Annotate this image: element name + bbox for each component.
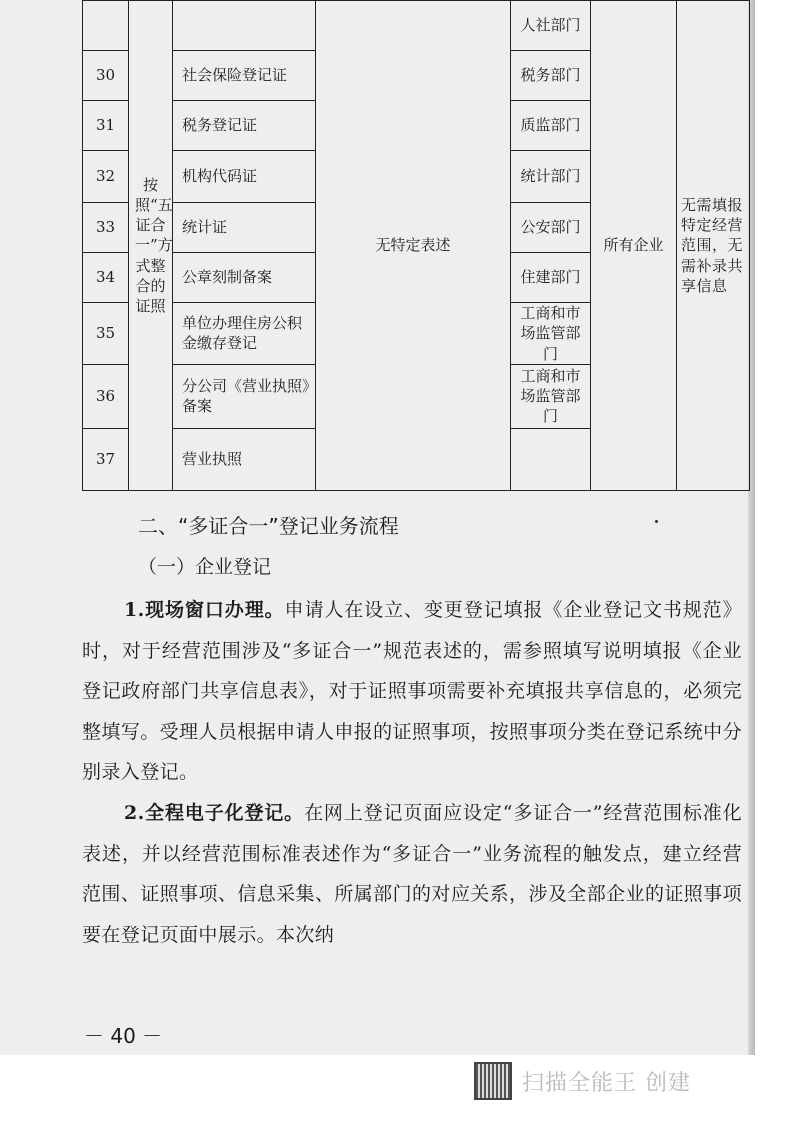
certificate-name-cell: 营业执照 (173, 428, 316, 490)
certificate-name-cell: 社会保险登记证 (173, 51, 316, 101)
note-cell: 无需填报特定经营范围，无需补录共享信息 (677, 1, 750, 491)
paragraph-text: 申请人在设立、变更登记填报《企业登记文书规范》时，对于经营范围涉及“多证合一”规范表述的，需参照填写说明填报《企业登记政府部门共享信息表》，对于证照事项需要补充填报共享信息的，必须完整填写。受理人员根据申请人申报的证照事项，按照事项分类在登记系统中分别录入登记。 (82, 599, 742, 783)
row-number-cell: 33 (83, 203, 129, 253)
paragraph-text: 在网上登记页面应设定“多证合一”经营范围标准化表述，并以经营范围标准表述作为“多证合一”业务流程的触发点，建立经营范围、证照事项、信息采集、所属部门的对应关系，涉及全部企业的证照事项要在登记页面中展示。本次纳 (82, 802, 742, 946)
department-cell: 税务部门 (511, 51, 591, 101)
section-heading: 二、“多证合一”登记业务流程 (138, 514, 399, 538)
row-number-cell: 31 (83, 101, 129, 151)
row-number-cell: 36 (83, 364, 129, 428)
row-number-cell: 37 (83, 428, 129, 490)
certificate-table (82, 0, 750, 491)
row-number-cell: 34 (83, 253, 129, 303)
department-cell: 工商和市场监管部门 (511, 303, 591, 365)
table-row (83, 1, 750, 51)
department-cell: 质监部门 (511, 101, 591, 151)
certificate-name-cell: 机构代码证 (173, 151, 316, 203)
scan-speck (655, 520, 658, 523)
page-number: － 40 － (84, 1024, 163, 1048)
category-cell: 按照“五证合一”方式整合的证照 (129, 1, 173, 491)
row-number-cell: 30 (83, 51, 129, 101)
certificate-name-cell (173, 1, 316, 51)
department-cell: 统计部门 (511, 151, 591, 203)
department-cell: 人社部门 (511, 1, 591, 51)
department-cell: 住建部门 (511, 253, 591, 303)
department-cell (511, 428, 591, 490)
scanner-watermark (474, 1062, 691, 1100)
applicable-scope-cell: 所有企业 (591, 1, 677, 491)
department-cell: 公安部门 (511, 203, 591, 253)
standard-expression-cell: 无特定表述 (316, 1, 511, 491)
certificate-name-cell: 税务登记证 (173, 101, 316, 151)
paragraph-electronic-registration (82, 793, 742, 955)
paragraph-onsite-registration (82, 590, 742, 793)
paragraph-lead: 1.现场窗口办理。 (124, 599, 285, 621)
department-cell: 工商和市场监管部门 (511, 364, 591, 428)
paragraph-lead: 2.全程电子化登记。 (124, 802, 305, 824)
row-number-cell: 35 (83, 303, 129, 365)
certificate-name-cell: 公章刻制备案 (173, 253, 316, 303)
qr-code-icon (474, 1062, 512, 1100)
row-number-cell: 32 (83, 151, 129, 203)
subsection-heading: （一）企业登记 (138, 556, 272, 578)
certificate-name-cell: 单位办理住房公积金缴存登记 (173, 303, 316, 365)
certificate-name-cell: 分公司《营业执照》备案 (173, 364, 316, 428)
certificate-name-cell: 统计证 (173, 203, 316, 253)
watermark-text: 扫描全能王 创建 (522, 1070, 691, 1096)
row-number-cell (83, 1, 129, 51)
